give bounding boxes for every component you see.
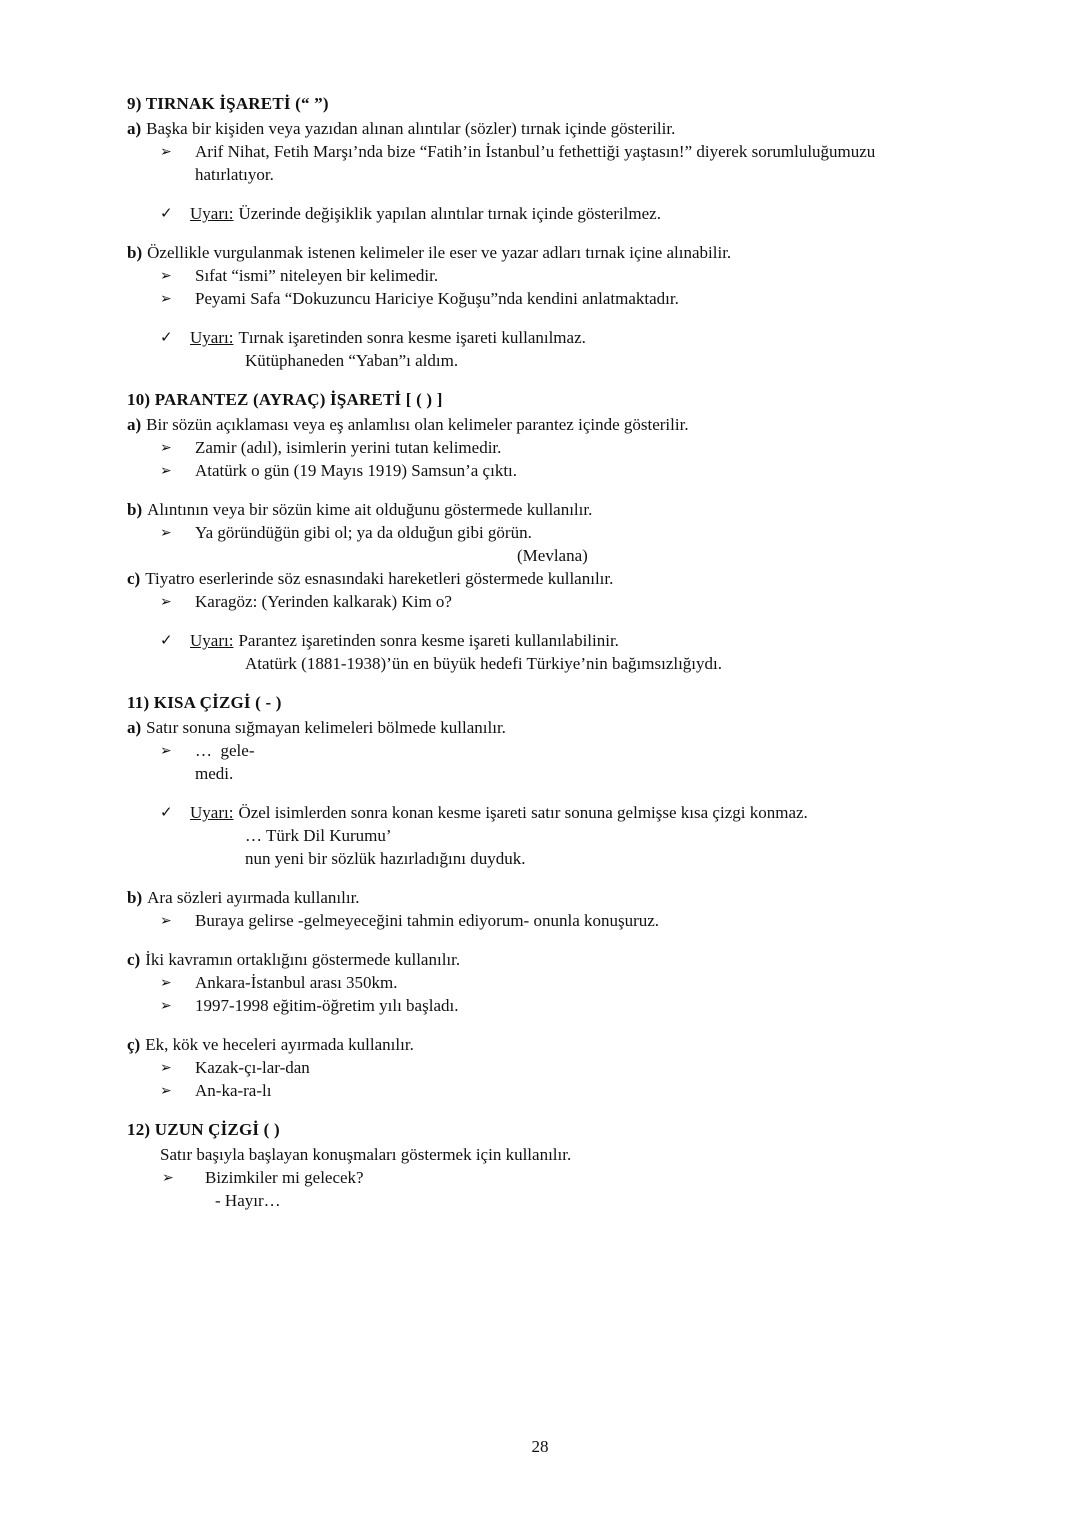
warning-text: Üzerinde değişiklik yapılan alıntılar tırnak içinde gösterilmez. xyxy=(238,204,661,223)
example-text: Kazak-çı-lar-dan xyxy=(195,1058,310,1077)
example-text: Ankara-İstanbul arası 350km. xyxy=(195,973,398,992)
attribution: (Mevlana) xyxy=(517,546,588,565)
example-item xyxy=(127,521,989,544)
arrow-bullet-icon: ➢ xyxy=(160,525,172,541)
example-text: 1997-1998 eğitim-öğretim yılı başladı. xyxy=(195,996,459,1015)
example-item xyxy=(127,140,989,163)
section-11 xyxy=(127,691,989,1102)
example-continuation: medi. xyxy=(195,764,234,783)
rule-label: c) xyxy=(127,569,141,588)
paragraph-block xyxy=(127,1143,989,1212)
example-item xyxy=(127,1079,989,1102)
warning-label: Uyarı: xyxy=(190,631,234,650)
check-icon: ✓ xyxy=(160,204,173,222)
rule-body: Tiyatro eserlerinde söz esnasındaki hareketleri göstermede kullanılır. xyxy=(145,569,614,588)
arrow-bullet-icon: ➢ xyxy=(160,144,172,160)
example-text: … gele- xyxy=(195,741,255,760)
paragraph-block xyxy=(127,117,989,186)
rule-body: Alıntının veya bir sözün kime ait olduğunu göstermede kullanılır. xyxy=(147,500,593,519)
warning-label: Uyarı: xyxy=(190,204,234,223)
arrow-bullet-icon: ➢ xyxy=(160,1083,172,1099)
example-item xyxy=(127,590,989,613)
rule-text xyxy=(127,716,989,739)
section-heading: 10) PARANTEZ (AYRAÇ) İŞARETİ [ ( ) ] xyxy=(127,390,443,409)
section-10 xyxy=(127,388,989,675)
rule-text xyxy=(127,1033,989,1056)
rule-text xyxy=(127,948,989,971)
example-text: Ya göründüğün gibi ol; ya da olduğun gibi görün. xyxy=(195,523,532,542)
rule-text xyxy=(127,498,989,521)
arrow-bullet-icon: ➢ xyxy=(160,743,172,759)
example-continuation: hatırlatıyor. xyxy=(195,165,274,184)
warning-text: Tırnak işaretinden sonra kesme işareti kullanılmaz. xyxy=(238,328,586,347)
paragraph-block xyxy=(127,716,989,785)
paragraph-block xyxy=(127,326,989,372)
rule-text xyxy=(127,567,989,590)
example-text: Atatürk o gün (19 Mayıs 1919) Samsun’a çıktı. xyxy=(195,461,518,480)
page-number: 28 xyxy=(531,1437,549,1456)
arrow-bullet-icon: ➢ xyxy=(160,1060,172,1076)
rule-label: a) xyxy=(127,119,142,138)
check-icon: ✓ xyxy=(160,803,173,821)
example-text: Sıfat “ismi” niteleyen bir kelimedir. xyxy=(195,266,439,285)
example-item xyxy=(127,459,989,482)
example-item xyxy=(127,287,989,310)
warning-note xyxy=(127,326,989,349)
arrow-bullet-icon: ➢ xyxy=(160,975,172,991)
rule-text xyxy=(127,886,989,909)
section-heading: 12) UZUN ÇİZGİ ( ) xyxy=(127,1120,280,1139)
rule-label: b) xyxy=(127,243,143,262)
warning-text: Parantez işaretinden sonra kesme işareti kullanılabilinir. xyxy=(238,631,619,650)
section-9 xyxy=(127,92,989,372)
rule-label: b) xyxy=(127,500,143,519)
section-heading: 11) KISA ÇİZGİ ( - ) xyxy=(127,693,282,712)
warning-continuation: Kütüphaneden “Yaban”ı aldım. xyxy=(245,351,459,370)
example-item xyxy=(127,739,989,762)
arrow-bullet-icon: ➢ xyxy=(160,913,172,929)
example-item xyxy=(127,909,989,932)
rule-text-plain: Satır başıyla başlayan konuşmaları göstermek için kullanılır. xyxy=(160,1145,572,1164)
example-item xyxy=(127,971,989,994)
arrow-bullet-icon: ➢ xyxy=(162,1170,174,1186)
rule-text xyxy=(127,241,989,264)
example-item xyxy=(127,994,989,1017)
paragraph-block xyxy=(127,241,989,310)
check-icon: ✓ xyxy=(160,328,173,346)
section-12 xyxy=(127,1118,989,1212)
rule-body: Özellikle vurgulanmak istenen kelimeler ile eser ve yazar adları tırnak içine alınabilir. xyxy=(147,243,732,262)
rule-body: Bir sözün açıklaması veya eş anlamlısı olan kelimeler parantez içinde gösterilir. xyxy=(146,415,689,434)
check-icon: ✓ xyxy=(160,631,173,649)
warning-continuation: … Türk Dil Kurumu’ xyxy=(245,826,392,845)
warning-continuation: Atatürk (1881-1938)’ün en büyük hedefi Türkiye’nin bağımsızlığıydı. xyxy=(245,654,723,673)
example-text: Zamir (adıl), isimlerin yerini tutan kelimedir. xyxy=(195,438,502,457)
example-text: Arif Nihat, Fetih Marşı’nda bize “Fatih’in İstanbul’u fethettiği yaştasın!” diyerek sorumluluğumuzu xyxy=(195,142,876,161)
paragraph-block xyxy=(127,948,989,1017)
rule-body: Satır sonuna sığmayan kelimeleri bölmede kullanılır. xyxy=(146,718,506,737)
rule-body: İki kavramın ortaklığını göstermede kullanılır. xyxy=(145,950,461,969)
paragraph-block xyxy=(127,801,989,870)
warning-continuation: nun yeni bir sözlük hazırladığını duyduk. xyxy=(245,849,526,868)
arrow-bullet-icon: ➢ xyxy=(160,291,172,307)
document-content xyxy=(127,92,989,1228)
example-text: Peyami Safa “Dokuzuncu Hariciye Koğuşu”nda kendini anlatmaktadır. xyxy=(195,289,679,308)
warning-text: Özel isimlerden sonra konan kesme işareti satır sonuna gelmişse kısa çizgi konmaz. xyxy=(238,803,808,822)
arrow-bullet-icon: ➢ xyxy=(160,440,172,456)
rule-body: Ara sözleri ayırmada kullanılır. xyxy=(147,888,360,907)
example-item xyxy=(127,436,989,459)
paragraph-block xyxy=(127,629,989,675)
warning-note xyxy=(127,801,989,824)
section-heading: 9) TIRNAK İŞARETİ (“ ”) xyxy=(127,94,329,113)
paragraph-block xyxy=(127,886,989,932)
arrow-bullet-icon: ➢ xyxy=(160,998,172,1014)
example-text: Karagöz: (Yerinden kalkarak) Kim o? xyxy=(195,592,452,611)
warning-label: Uyarı: xyxy=(190,328,234,347)
example-item xyxy=(127,264,989,287)
rule-label: a) xyxy=(127,718,142,737)
paragraph-block xyxy=(127,202,989,225)
example-item xyxy=(127,1056,989,1079)
warning-note xyxy=(127,629,989,652)
example-item xyxy=(127,1166,989,1189)
example-continuation: - Hayır… xyxy=(215,1191,281,1210)
rule-body: Başka bir kişiden veya yazıdan alınan alıntılar (sözler) tırnak içinde gösterilir. xyxy=(146,119,676,138)
rule-body: Ek, kök ve heceleri ayırmada kullanılır. xyxy=(145,1035,414,1054)
arrow-bullet-icon: ➢ xyxy=(160,594,172,610)
rule-label: ç) xyxy=(127,1035,141,1054)
warning-label: Uyarı: xyxy=(190,803,234,822)
rule-text xyxy=(127,117,989,140)
paragraph-block xyxy=(127,498,989,613)
example-text: An-ka-ra-lı xyxy=(195,1081,272,1100)
rule-label: c) xyxy=(127,950,141,969)
rule-label: a) xyxy=(127,415,142,434)
arrow-bullet-icon: ➢ xyxy=(160,268,172,284)
arrow-bullet-icon: ➢ xyxy=(160,463,172,479)
rule-label: b) xyxy=(127,888,143,907)
example-text: Buraya gelirse -gelmeyeceğini tahmin ediyorum- onunla konuşuruz. xyxy=(195,911,660,930)
example-text: Bizimkiler mi gelecek? xyxy=(205,1168,364,1187)
rule-text xyxy=(127,413,989,436)
warning-note xyxy=(127,202,989,225)
paragraph-block xyxy=(127,1033,989,1102)
paragraph-block xyxy=(127,413,989,482)
